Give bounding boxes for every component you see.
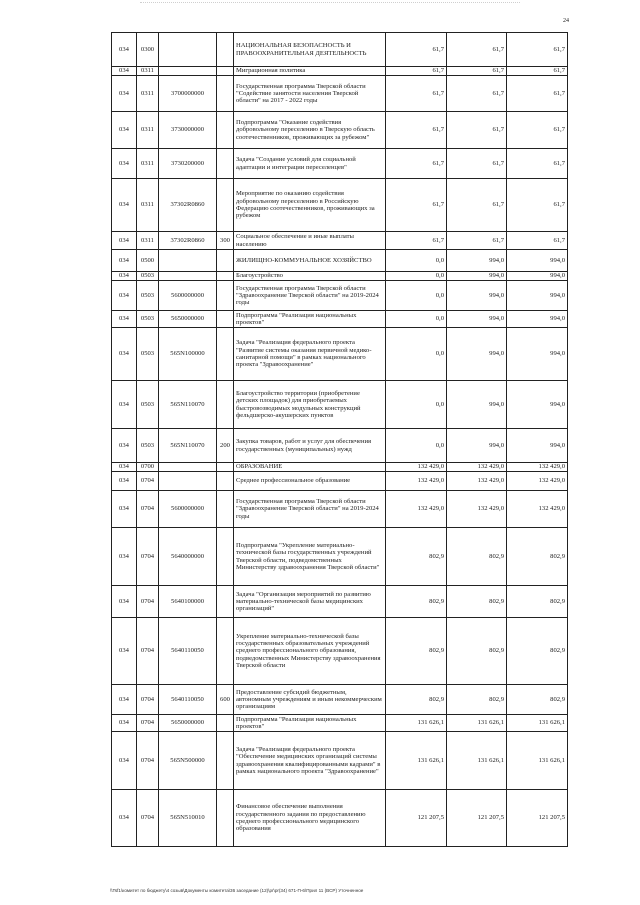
- cell-min: 034: [112, 250, 137, 272]
- cell-tgt: 5650000000: [159, 715, 217, 732]
- cell-sec: 0704: [137, 790, 159, 847]
- cell-vr: [217, 112, 234, 149]
- cell-name: Государственная программа Тверской области "Содействие занятости населения Тверской области" на 2017 - 2022 годы: [234, 76, 386, 112]
- cell-v2: 61,7: [447, 33, 507, 67]
- cell-tgt: 3730000000: [159, 112, 217, 149]
- cell-vr: 200: [217, 429, 234, 463]
- cell-tgt: [159, 33, 217, 67]
- cell-vr: [217, 790, 234, 847]
- table-row: [112, 311, 568, 328]
- table-row: [112, 76, 568, 112]
- cell-v1: 61,7: [386, 179, 447, 232]
- table-row: [112, 250, 568, 272]
- cell-sec: 0503: [137, 381, 159, 429]
- cell-min: 034: [112, 149, 137, 179]
- cell-v1: 121 207,5: [386, 790, 447, 847]
- cell-sec: 0503: [137, 272, 159, 281]
- cell-v1: 802,9: [386, 528, 447, 586]
- cell-tgt: 5600000000: [159, 281, 217, 311]
- cell-v1: 61,7: [386, 232, 447, 250]
- cell-v1: 132 429,0: [386, 463, 447, 472]
- cell-name: Мероприятие по оказанию содействия добровольному переселению в Российскую Федерацию соотечественников, проживающих за рубежом: [234, 179, 386, 232]
- cell-v1: 0,0: [386, 381, 447, 429]
- table-row: [112, 272, 568, 281]
- table-row: [112, 790, 568, 847]
- cell-v3: 132 429,0: [507, 463, 568, 472]
- cell-tgt: [159, 67, 217, 76]
- cell-v2: 994,0: [447, 281, 507, 311]
- cell-min: 034: [112, 429, 137, 463]
- cell-v1: 802,9: [386, 586, 447, 618]
- cell-v3: 802,9: [507, 685, 568, 715]
- cell-name: Закупка товаров, работ и услуг для обеспечения государственных (муниципальных) нужд: [234, 429, 386, 463]
- cell-name: Задача "Организация мероприятий по развитию материально-технической базы медицинских организаций": [234, 586, 386, 618]
- cell-name: Подпрограмма "Реализация национальных проектов": [234, 311, 386, 328]
- cell-v3: 61,7: [507, 33, 568, 67]
- cell-vr: [217, 179, 234, 232]
- cell-vr: [217, 528, 234, 586]
- cell-sec: 0311: [137, 149, 159, 179]
- table-row: [112, 149, 568, 179]
- cell-name: Финансовое обеспечение выполнения государственного задания по предоставлению среднего профессионального медицинского образования: [234, 790, 386, 847]
- cell-sec: 0311: [137, 67, 159, 76]
- cell-vr: [217, 381, 234, 429]
- cell-v1: 61,7: [386, 112, 447, 149]
- cell-vr: [217, 715, 234, 732]
- cell-vr: [217, 149, 234, 179]
- cell-v1: 0,0: [386, 328, 447, 381]
- cell-tgt: 565N500000: [159, 732, 217, 790]
- cell-name: Укрепление материально-технической базы государственных образовательных учреждений среднего профессионального образования, подведомственных Министерству здравоохранения Тверской области: [234, 618, 386, 685]
- cell-sec: 0700: [137, 463, 159, 472]
- table-row: [112, 67, 568, 76]
- cell-sec: 0311: [137, 232, 159, 250]
- cell-vr: [217, 33, 234, 67]
- cell-tgt: 37302R0860: [159, 179, 217, 232]
- cell-tgt: 5600000000: [159, 491, 217, 528]
- cell-min: 034: [112, 311, 137, 328]
- cell-vr: [217, 586, 234, 618]
- cell-name: Предоставление субсидий бюджетным, автономным учреждениям и иным некоммерческим организациям: [234, 685, 386, 715]
- table-row: [112, 179, 568, 232]
- cell-v3: 61,7: [507, 232, 568, 250]
- cell-v3: 61,7: [507, 149, 568, 179]
- cell-v1: 802,9: [386, 618, 447, 685]
- cell-v1: 61,7: [386, 149, 447, 179]
- cell-v1: 0,0: [386, 272, 447, 281]
- cell-v3: 802,9: [507, 528, 568, 586]
- cell-name: Задача "Реализация федерального проекта "Развитие системы оказания первичной медико-санитарной помощи" в рамках национального проекта "Здравоохранение": [234, 328, 386, 381]
- cell-sec: 0500: [137, 250, 159, 272]
- cell-sec: 0311: [137, 112, 159, 149]
- cell-tgt: 5640000000: [159, 528, 217, 586]
- cell-tgt: 37302R0860: [159, 232, 217, 250]
- cell-sec: 0704: [137, 715, 159, 732]
- cell-v1: 61,7: [386, 33, 447, 67]
- cell-vr: [217, 732, 234, 790]
- cell-name: Задача "Реализация федерального проекта "Обеспечение медицинских организаций системы здравоохранения квалифицированными кадрами" в рамках национального проекта "Здравоохранение": [234, 732, 386, 790]
- table-row: [112, 732, 568, 790]
- cell-vr: [217, 76, 234, 112]
- cell-v1: 0,0: [386, 250, 447, 272]
- cell-min: 034: [112, 328, 137, 381]
- budget-table: [111, 32, 568, 847]
- cell-sec: 0704: [137, 732, 159, 790]
- cell-vr: [217, 328, 234, 381]
- cell-v2: 61,7: [447, 76, 507, 112]
- cell-tgt: [159, 250, 217, 272]
- cell-v2: 61,7: [447, 179, 507, 232]
- cell-min: 034: [112, 528, 137, 586]
- cell-v2: 61,7: [447, 149, 507, 179]
- cell-v2: 802,9: [447, 685, 507, 715]
- cell-sec: 0311: [137, 76, 159, 112]
- cell-sec: 0503: [137, 311, 159, 328]
- table-row: [112, 112, 568, 149]
- cell-v3: 61,7: [507, 67, 568, 76]
- cell-v3: 994,0: [507, 281, 568, 311]
- cell-v2: 132 429,0: [447, 472, 507, 491]
- cell-tgt: 565N510010: [159, 790, 217, 847]
- cell-v1: 802,9: [386, 685, 447, 715]
- cell-v2: 802,9: [447, 528, 507, 586]
- table-row: [112, 586, 568, 618]
- cell-sec: 0704: [137, 586, 159, 618]
- cell-v1: 0,0: [386, 281, 447, 311]
- table-row: [112, 463, 568, 472]
- cell-min: 034: [112, 67, 137, 76]
- cell-v3: 994,0: [507, 272, 568, 281]
- cell-vr: [217, 472, 234, 491]
- cell-vr: [217, 67, 234, 76]
- cell-name: Социальное обеспечение и иные выплаты населению: [234, 232, 386, 250]
- cell-v3: 994,0: [507, 311, 568, 328]
- cell-vr: [217, 311, 234, 328]
- cell-sec: 0704: [137, 685, 159, 715]
- cell-min: 034: [112, 272, 137, 281]
- cell-v3: 132 429,0: [507, 491, 568, 528]
- cell-min: 034: [112, 33, 137, 67]
- cell-min: 034: [112, 586, 137, 618]
- cell-vr: [217, 463, 234, 472]
- cell-v1: 131 626,1: [386, 732, 447, 790]
- cell-sec: 0300: [137, 33, 159, 67]
- cell-tgt: 565N110070: [159, 381, 217, 429]
- cell-sec: 0704: [137, 472, 159, 491]
- cell-v3: 131 626,1: [507, 732, 568, 790]
- cell-sec: 0311: [137, 179, 159, 232]
- cell-name: Подпрограмма "Оказание содействия добровольному переселению в Тверскую область соотечественников, проживающих за рубежом": [234, 112, 386, 149]
- cell-min: 034: [112, 685, 137, 715]
- cell-min: 034: [112, 463, 137, 472]
- file-path-footer: \\Tsf1\комитет по бюджету\4 созыв\Документы комитета\36 заседание (12)\pr\pr(34) 671-П-6\Прил 11 (ВСР) Уточненное: [110, 888, 364, 893]
- scan-top-edge: [140, 2, 520, 3]
- cell-min: 034: [112, 732, 137, 790]
- cell-name: Подпрограмма "Укрепление материально-технической базы государственных учреждений Тверской области, подведомственных Министерству здравоохранения Тверской области": [234, 528, 386, 586]
- table-row: [112, 715, 568, 732]
- cell-tgt: [159, 272, 217, 281]
- table-row: [112, 429, 568, 463]
- cell-tgt: 565N100000: [159, 328, 217, 381]
- cell-tgt: 5640110050: [159, 618, 217, 685]
- cell-name: Государственная программа Тверской области "Здравоохранение Тверской области" на 2019-2024 годы: [234, 491, 386, 528]
- cell-v3: 802,9: [507, 586, 568, 618]
- cell-name: Благоустройство: [234, 272, 386, 281]
- table-row: [112, 381, 568, 429]
- cell-name: Благоустройство территории (приобретение детских площадок) для приобретаемых быстровозводимых модульных конструкций фельдшерско-акушерских пунктов: [234, 381, 386, 429]
- cell-min: 034: [112, 281, 137, 311]
- cell-v1: 132 429,0: [386, 491, 447, 528]
- table-row: [112, 232, 568, 250]
- cell-v1: 131 626,1: [386, 715, 447, 732]
- cell-sec: 0704: [137, 528, 159, 586]
- table-row: [112, 33, 568, 67]
- cell-v2: 994,0: [447, 381, 507, 429]
- cell-v1: 0,0: [386, 311, 447, 328]
- cell-v1: 61,7: [386, 67, 447, 76]
- cell-min: 034: [112, 790, 137, 847]
- cell-sec: 0704: [137, 491, 159, 528]
- cell-v2: 61,7: [447, 112, 507, 149]
- cell-v2: 802,9: [447, 586, 507, 618]
- cell-v1: 0,0: [386, 429, 447, 463]
- cell-min: 034: [112, 618, 137, 685]
- table-row: [112, 328, 568, 381]
- cell-v1: 132 429,0: [386, 472, 447, 491]
- cell-vr: [217, 250, 234, 272]
- table-row: [112, 281, 568, 311]
- table-row: [112, 618, 568, 685]
- cell-v2: 994,0: [447, 429, 507, 463]
- cell-v3: 994,0: [507, 429, 568, 463]
- cell-name: Среднее профессиональное образование: [234, 472, 386, 491]
- cell-vr: [217, 618, 234, 685]
- cell-v3: 61,7: [507, 76, 568, 112]
- cell-tgt: [159, 463, 217, 472]
- cell-v2: 994,0: [447, 311, 507, 328]
- cell-name: Миграционная политика: [234, 67, 386, 76]
- cell-v2: 994,0: [447, 272, 507, 281]
- cell-v2: 994,0: [447, 250, 507, 272]
- table-row: [112, 685, 568, 715]
- cell-min: 034: [112, 179, 137, 232]
- cell-min: 034: [112, 112, 137, 149]
- cell-min: 034: [112, 232, 137, 250]
- cell-v3: 131 626,1: [507, 715, 568, 732]
- cell-v2: 802,9: [447, 618, 507, 685]
- cell-v2: 131 626,1: [447, 732, 507, 790]
- cell-v2: 61,7: [447, 67, 507, 76]
- page-number: 24: [563, 18, 569, 24]
- cell-name: ЖИЛИЩНО-КОММУНАЛЬНОЕ ХОЗЯЙСТВО: [234, 250, 386, 272]
- cell-v2: 61,7: [447, 232, 507, 250]
- cell-tgt: [159, 472, 217, 491]
- cell-v2: 121 207,5: [447, 790, 507, 847]
- cell-name: Задача "Создание условий для социальной адаптации и интеграции переселенцев": [234, 149, 386, 179]
- table-row: [112, 528, 568, 586]
- cell-v3: 802,9: [507, 618, 568, 685]
- cell-v1: 61,7: [386, 76, 447, 112]
- cell-sec: 0503: [137, 328, 159, 381]
- cell-min: 034: [112, 491, 137, 528]
- cell-vr: 600: [217, 685, 234, 715]
- cell-min: 034: [112, 381, 137, 429]
- cell-v3: 994,0: [507, 328, 568, 381]
- cell-name: Подпрограмма "Реализация национальных проектов": [234, 715, 386, 732]
- cell-min: 034: [112, 715, 137, 732]
- cell-name: НАЦИОНАЛЬНАЯ БЕЗОПАСНОСТЬ И ПРАВООХРАНИТЕЛЬНАЯ ДЕЯТЕЛЬНОСТЬ: [234, 33, 386, 67]
- cell-tgt: 5650000000: [159, 311, 217, 328]
- cell-vr: [217, 491, 234, 528]
- cell-v2: 131 626,1: [447, 715, 507, 732]
- cell-min: 034: [112, 76, 137, 112]
- cell-sec: 0704: [137, 618, 159, 685]
- cell-v2: 132 429,0: [447, 491, 507, 528]
- cell-v3: 61,7: [507, 112, 568, 149]
- cell-tgt: 565N110070: [159, 429, 217, 463]
- cell-tgt: 5640110050: [159, 685, 217, 715]
- cell-tgt: 3730200000: [159, 149, 217, 179]
- cell-v3: 61,7: [507, 179, 568, 232]
- cell-min: 034: [112, 472, 137, 491]
- cell-v3: 132 429,0: [507, 472, 568, 491]
- cell-name: ОБРАЗОВАНИЕ: [234, 463, 386, 472]
- table-row: [112, 472, 568, 491]
- cell-v3: 994,0: [507, 250, 568, 272]
- cell-v2: 132 429,0: [447, 463, 507, 472]
- cell-vr: [217, 281, 234, 311]
- cell-sec: 0503: [137, 429, 159, 463]
- cell-vr: [217, 272, 234, 281]
- cell-v3: 994,0: [507, 381, 568, 429]
- cell-tgt: 5640100000: [159, 586, 217, 618]
- cell-name: Государственная программа Тверской области "Здравоохранение Тверской области" на 2019-2024 годы: [234, 281, 386, 311]
- cell-vr: 300: [217, 232, 234, 250]
- table-row: [112, 491, 568, 528]
- cell-tgt: 3700000000: [159, 76, 217, 112]
- cell-sec: 0503: [137, 281, 159, 311]
- cell-v3: 121 207,5: [507, 790, 568, 847]
- cell-v2: 994,0: [447, 328, 507, 381]
